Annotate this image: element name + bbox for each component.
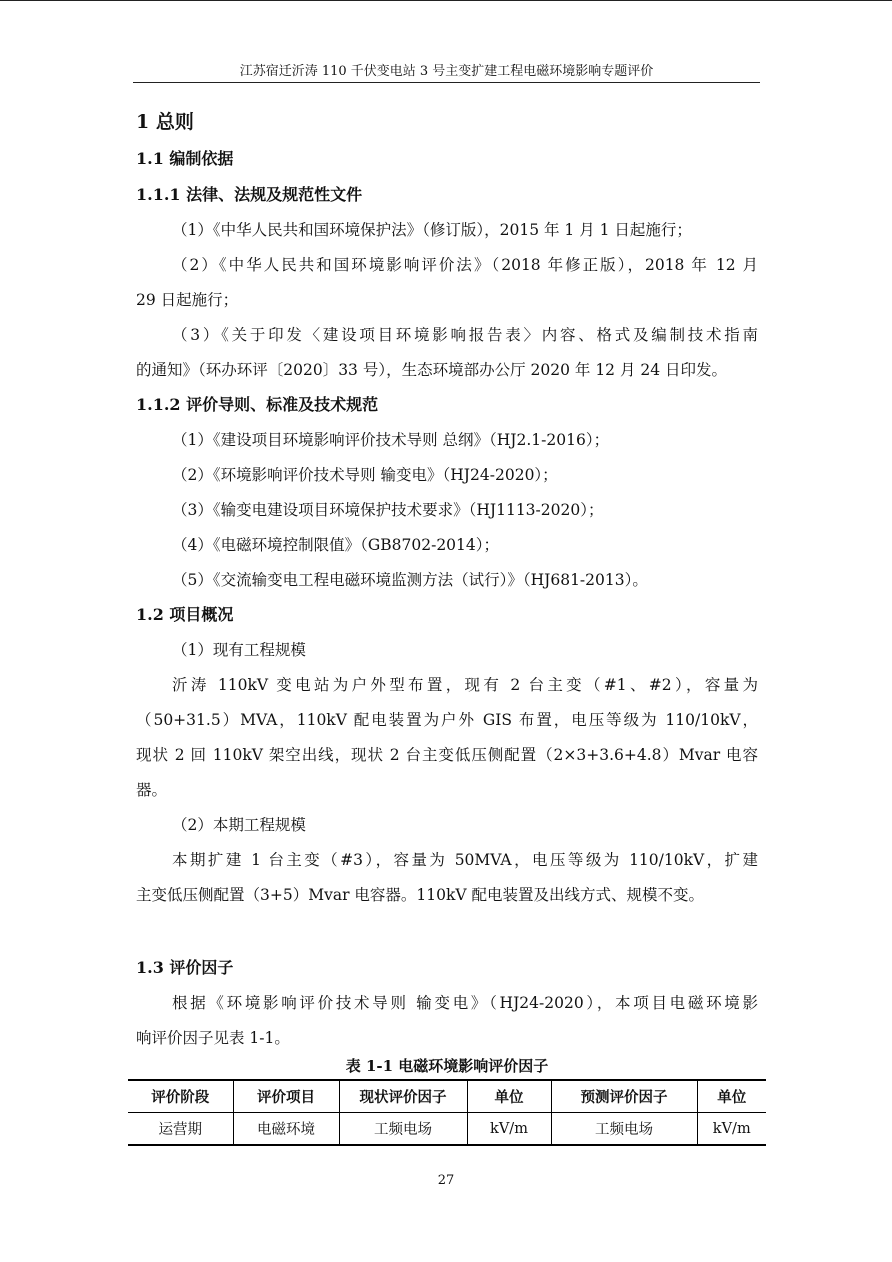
table-header-row: [128, 1080, 766, 1113]
standard-item-5: （5）《交流输变电工程电磁环境监测方法（试行）》（HJ681-2013）。: [172, 571, 648, 589]
law-item-2: （2）《中华人民共和国环境影响评价法》（2018 年修正版），2018 年 12 月: [172, 256, 758, 274]
standard-item-2: （2）《环境影响评价技术导则 输变电》（HJ24-2020）；: [172, 466, 558, 484]
section-1-1-1-title: 1.1.1 法律、法规及规范性文件: [136, 185, 363, 204]
header-stage: 评价阶段: [128, 1080, 233, 1113]
standard-item-1: （1）《建设项目环境影响评价技术导则 总纲》（HJ2.1-2016）；: [172, 431, 610, 449]
cell-stage: 运营期: [128, 1113, 233, 1146]
evaluation-factor-table: [128, 1079, 766, 1146]
page-number: 27: [437, 1173, 455, 1188]
header-unit-2: 单位: [697, 1080, 766, 1113]
table-row: [128, 1113, 766, 1146]
cell-item: 电磁环境: [233, 1113, 339, 1146]
existing-line-1: 沂涛 110kV 变电站为户外型布置，现有 2 台主变（#1、#2），容量为: [172, 676, 758, 694]
cell-unit-2: kV/m: [697, 1113, 766, 1146]
header-item: 评价项目: [233, 1080, 339, 1113]
law-item-3: （3）《关于印发〈建设项目环境影响报告表〉内容、格式及编制技术指南: [172, 326, 758, 344]
header-rule: [133, 82, 760, 83]
current-scale-title: （2）本期工程规模: [172, 816, 306, 834]
cell-current-factor: 工频电场: [339, 1113, 467, 1146]
existing-line-3: 现状 2 回 110kV 架空出线，现状 2 台主变低压侧配置（2×3+3.6+4.8）Mvar 电容: [136, 746, 758, 764]
running-header: 江苏宿迁沂涛 110 千伏变电站 3 号主变扩建工程电磁环境影响专题评价: [239, 64, 654, 79]
header-unit-1: 单位: [467, 1080, 551, 1113]
law-item-2-cont: 29 日起施行；: [136, 291, 239, 309]
factor-line-2: 响评价因子见表 1-1。: [136, 1029, 290, 1047]
law-item-3-cont: 的通知》（环办环评〔2020〕33 号），生态环境部办公厅 2020 年 12 月 24 日印发。: [136, 361, 728, 379]
existing-scale-title: （1）现有工程规模: [172, 641, 306, 659]
table-caption: 表 1-1 电磁环境影响评价因子: [345, 1057, 549, 1075]
cell-unit-1: kV/m: [467, 1113, 551, 1146]
standard-item-3: （3）《输变电建设项目环境保护技术要求》（HJ1113-2020）；: [172, 501, 604, 519]
section-1-3-title: 1.3 评价因子: [136, 958, 234, 977]
section-1-1-2-title: 1.1.2 评价导则、标准及技术规范: [136, 395, 379, 414]
existing-line-2: （50+31.5）MVA，110kV 配电装置为户外 GIS 布置，电压等级为 110/10kV，: [136, 711, 758, 729]
factor-line-1: 根据《环境影响评价技术导则 输变电》（HJ24-2020），本项目电磁环境影: [172, 994, 758, 1012]
cell-predicted-factor: 工频电场: [551, 1113, 697, 1146]
current-line-1: 本期扩建 1 台主变（#3），容量为 50MVA，电压等级为 110/10kV，扩建: [172, 851, 758, 869]
current-line-2: 主变低压侧配置（3+5）Mvar 电容器。110kV 配电装置及出线方式、规模不变。: [136, 886, 705, 904]
page-top-border: [0, 0, 892, 1]
section-1-1-title: 1.1 编制依据: [136, 149, 234, 168]
header-current-factor: 现状评价因子: [339, 1080, 467, 1113]
standard-item-4: （4）《电磁环境控制限值》（GB8702-2014）；: [172, 536, 500, 554]
section-1-2-title: 1.2 项目概况: [136, 605, 234, 624]
header-predicted-factor: 预测评价因子: [551, 1080, 697, 1113]
law-item-1: （1）《中华人民共和国环境保护法》（修订版），2015 年 1 月 1 日起施行；: [172, 221, 692, 239]
section-1-title: 1 总则: [136, 111, 194, 133]
existing-line-4: 器。: [136, 781, 168, 799]
